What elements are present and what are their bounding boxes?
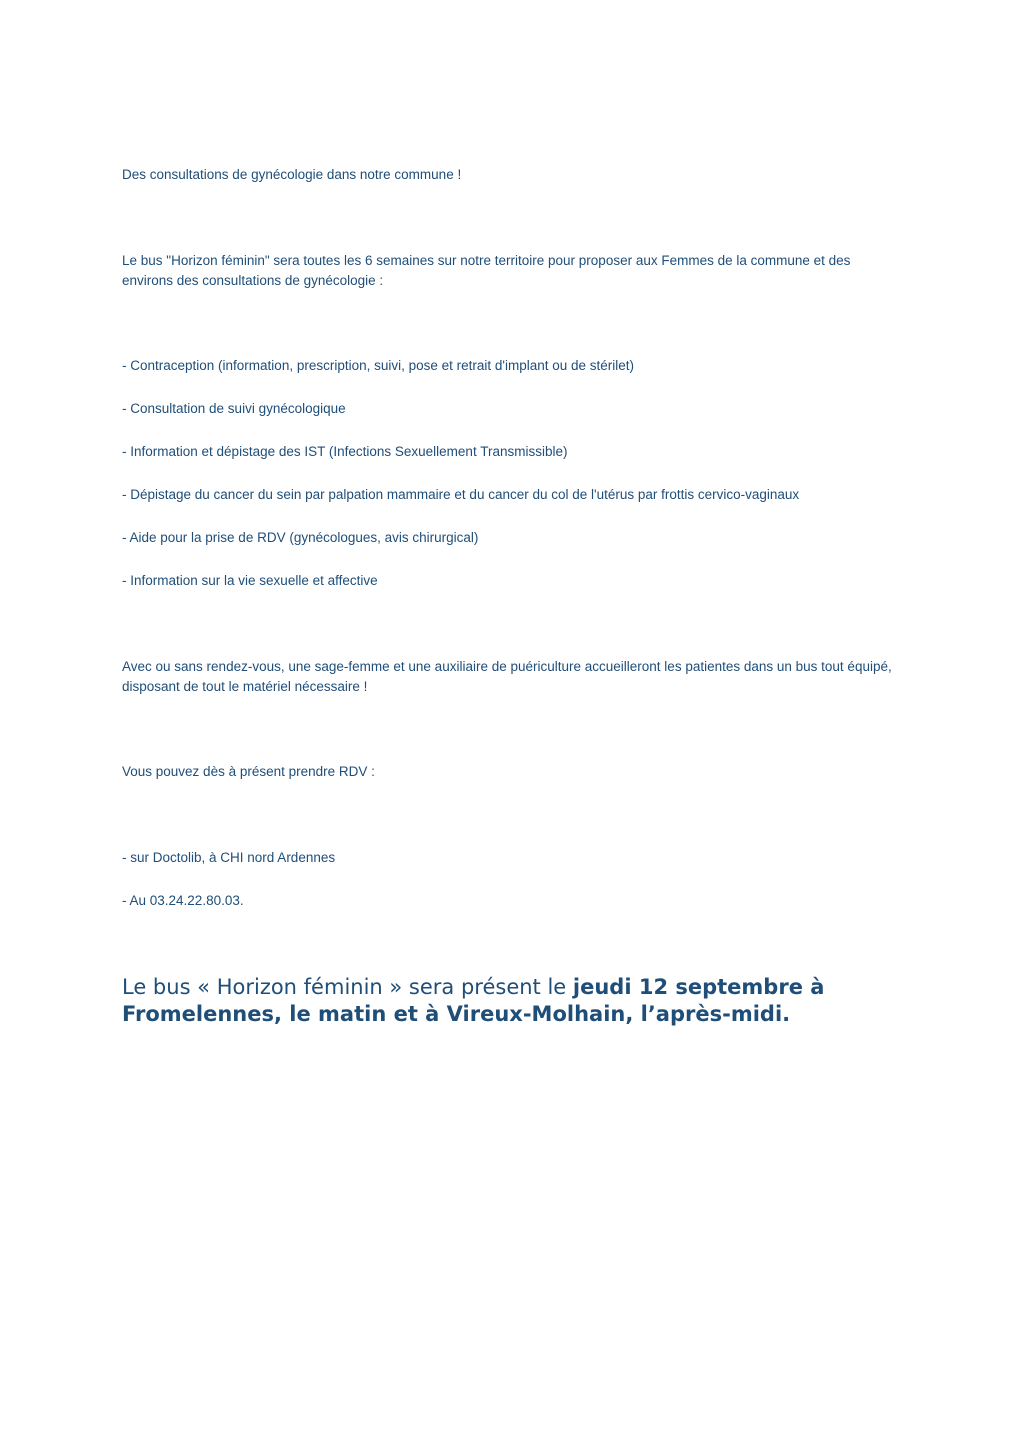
booking-option-doctolib: - sur Doctolib, à CHI nord Ardennes: [122, 850, 336, 865]
service-item-depistage: - Dépistage du cancer du sein par palpation mammaire et du cancer du col de l'utérus par frottis cervico-vaginaux: [122, 487, 800, 502]
announcement-lead: Le bus « Horizon féminin » sera présent le: [122, 975, 573, 999]
document-heading: Des consultations de gynécologie dans notre commune !: [122, 167, 462, 182]
welcome-paragraph: Avec ou sans rendez-vous, une sage-femme et une auxiliaire de puériculture accueilleront les patientes dans un bus tout équipé, disposant de tout le matériel nécessaire !: [122, 659, 892, 694]
service-item-contraception: - Contraception (information, prescription, suivi, pose et retrait d'implant ou de stérilet): [122, 358, 635, 373]
service-item-suivi: - Consultation de suivi gynécologique: [122, 401, 346, 416]
booking-intro: Vous pouvez dès à présent prendre RDV :: [122, 764, 375, 779]
service-item-vie-sexuelle: - Information sur la vie sexuelle et affective: [122, 573, 378, 588]
announcement: [122, 974, 902, 1028]
booking-option-phone: - Au 03.24.22.80.03.: [122, 893, 244, 908]
service-item-rdv: - Aide pour la prise de RDV (gynécologues, avis chirurgical): [122, 530, 479, 545]
service-item-ist: - Information et dépistage des IST (Infections Sexuellement Transmissible): [122, 444, 568, 459]
intro-paragraph: Le bus "Horizon féminin" sera toutes les 6 semaines sur notre territoire pour proposer aux Femmes de la commune et des environs des consultations de gynécologie :: [122, 253, 851, 288]
announcement-date-places: jeudi 12 septembre à Fromelennes, le matin et à Vireux-Molhain, l’après-midi.: [122, 975, 825, 1026]
